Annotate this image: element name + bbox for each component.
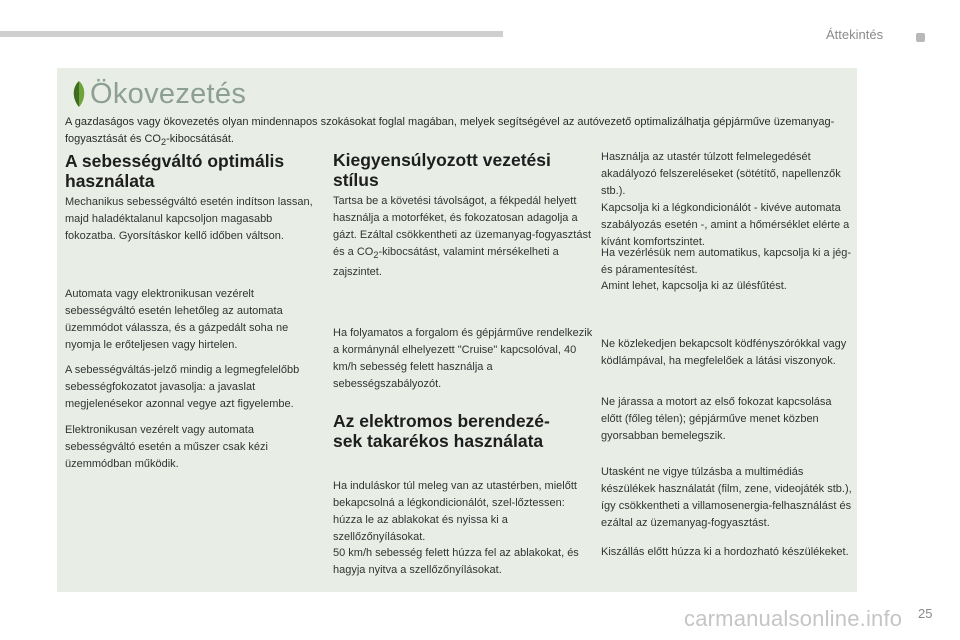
paragraph: Elektronikusan vezérelt vagy automata sebességváltó esetén a műszer csak kézi üzemmódban működik. [65,424,268,470]
intro-paragraph: A gazdaságos vagy ökovezetés olyan mindennapos szokásokat foglal magában, melyek segítségével az autóvezető optimalizálhatja gépjárműve üzemanyag-fogyasztását és $CO_2$-kibocsátását. [65,116,835,148]
paragraph: Mechanikus sebességváltó esetén indítson lassan, majd haladéktalanul kapcsoljon magasabb fokozatba. Gyorsításkor kellő időben váltson. [65,196,313,242]
paragraph: Kiszállás előtt húzza ki a hordozható készülékeket. [601,546,849,558]
page-number: 25 [918,606,933,621]
leaf-icon [70,79,88,109]
heading-driving-style: Kiegyensúlyozott vezetési stílus [333,150,551,190]
paragraph: Tartsa be a követési távolságot, a fékpedál helyett használja a motorféket, és fokozatosan adagolja a gázt. Ezáltal csökkentheti az üzemanyag-fogyasztást és a $CO_2$-kibocsátást, valamint mérsékelheti a zajszintet. [333,195,592,279]
paragraph: Amint lehet, kapcsolja ki az ülésfűtést. [601,280,787,292]
heading-gearbox: A sebességváltó optimális használata [65,151,285,191]
paragraph: 50 km/h sebesség felett húzza fel az ablakokat, és hagyja nyitva a szellőzőnyílásokat. [333,547,579,576]
eco-driving-panel [57,68,857,592]
paragraph: Ha folyamatos a forgalom és gépjárműve rendelkezik a kormánynál elhelyezett "Cruise" kapcsolóval, 40 km/h sebesség felett használja a sebességszabályozót. [333,327,593,390]
page-title: Ökovezetés [90,77,247,110]
paragraph: Automata vagy elektronikusan vezérelt sebességváltó esetén lehetőleg az automata üzemmódot válassza, és a gázpedált soha ne nyomja le erőteljesen vagy hirtelen. [65,288,289,351]
title-row [70,76,246,112]
paragraph: Használja az utastér túlzott felmelegedését akadályozó felszereléseket (sötétítő, napellenzők stb.). [601,151,841,197]
paragraph: Ha vezérlésük nem automatikus, kapcsolja ki a jég- és páramentesítést. [601,247,852,276]
section-name: Áttekintés [826,27,884,42]
header-bar [0,31,503,37]
corner-marker-icon [916,33,925,42]
paragraph: Ne közlekedjen bekapcsolt ködfényszórókkal vagy ködlámpával, ha megfelelőek a látási viszonyok. [601,338,847,367]
watermark: carmanualsonline.info [684,606,903,631]
paragraph: A sebességváltás-jelző mindig a legmegfelelőbb sebességfokozatot javasolja: a javaslat megjelenésekor azonnal vegye azt figyelembe. [65,364,300,410]
heading-electrical-equipment: Az elektromos berendezé- sek takarékos használata [333,411,550,451]
paragraph: Ha induláskor túl meleg van az utastérben, mielőtt bekapcsolná a légkondicionálót, szel-lőztessen: húzza le az ablakokat és nyissa ki a szellőzőnyílásokat. [333,480,577,543]
paragraph: Ne járassa a motort az első fokozat kapcsolása előtt (főleg télen); gépjárműve menet közben gyorsabban bemelegszik. [601,396,832,442]
paragraph: Utasként ne vigye túlzásba a multimédiás készülékek használatát (film, zene, videojáték stb.), így csökkentheti a villamosenergia-felhasználást és ezáltal az üzemanyag-fogyasztást. [601,466,852,529]
paragraph: Kapcsolja ki a légkondicionálót - kivéve automata szabályozás esetén -, amint a hőmérséklet elérte a kívánt komfortszintet. [601,202,850,248]
